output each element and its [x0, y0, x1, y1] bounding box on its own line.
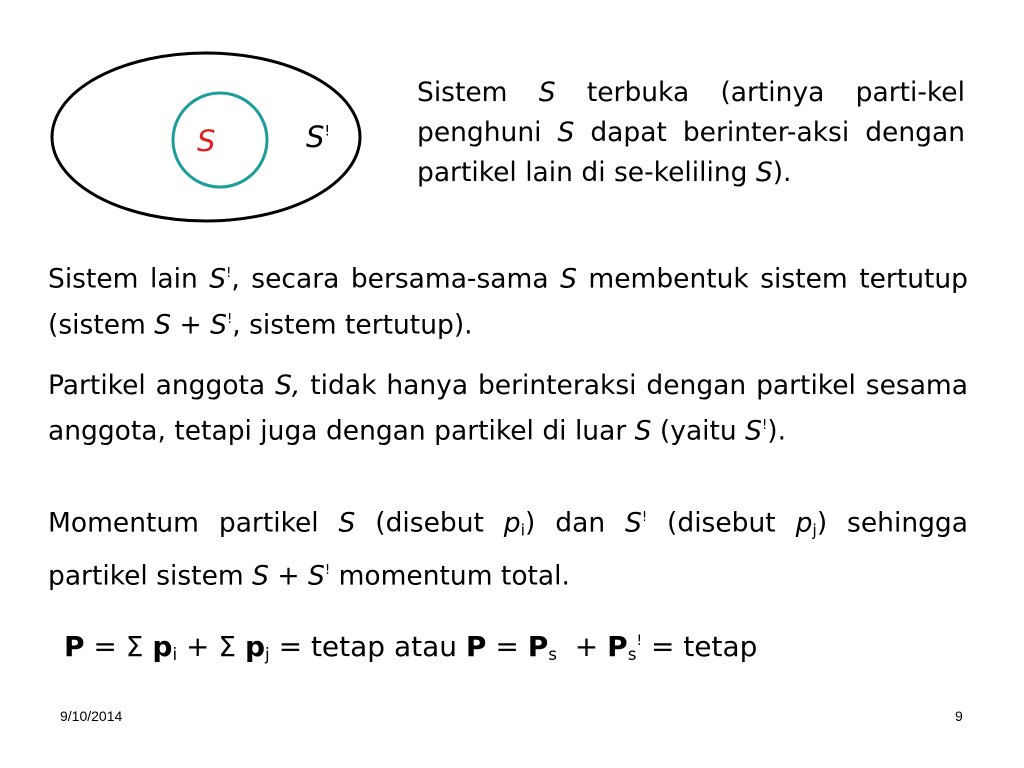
eq-text: = tetap atau: [269, 630, 466, 663]
symbol-s: S: [557, 117, 575, 148]
momentum-equation: [64, 630, 757, 664]
subscript: s: [627, 644, 637, 665]
symbol-p: p: [795, 507, 813, 539]
text: Partikel anggota: [48, 370, 276, 401]
inner-circle-s: [173, 93, 267, 187]
system-diagram: [0, 0, 400, 240]
text: Sistem: [417, 77, 539, 108]
subscript: j: [812, 520, 817, 540]
paragraph-closed-system: [48, 254, 968, 345]
symbol-p: p: [152, 630, 173, 663]
text: , secara bersama-sama: [231, 263, 561, 295]
symbol-s: S: [210, 309, 227, 341]
text: +: [268, 560, 308, 592]
paragraph-open-system: [417, 73, 965, 193]
text: ).: [772, 157, 792, 188]
prime-mark: !: [636, 632, 643, 649]
system-diagram-svg: [0, 0, 400, 240]
symbol-s: S: [338, 507, 356, 539]
symbol-s: S: [252, 560, 269, 592]
text: (disebut: [355, 507, 504, 539]
symbol-s: S: [209, 263, 227, 295]
text: +: [171, 309, 211, 341]
page-number: 9: [955, 708, 963, 724]
paragraph-interaction: [48, 366, 968, 452]
text: (yaitu: [651, 415, 746, 447]
eq-text: =: [486, 630, 528, 663]
eq-text: + Σ: [177, 630, 245, 663]
text: Momentum partikel: [48, 507, 339, 539]
symbol-p: p: [244, 630, 266, 663]
text: ).: [767, 415, 787, 447]
text: terbuka (artinya parti-kel penghuni: [417, 77, 965, 148]
text: dapat berinter-aksi dengan partikel lain di se-keliling: [417, 117, 965, 188]
symbol-s: S: [634, 415, 652, 447]
symbol-P: P: [465, 630, 487, 663]
symbol-s: S: [625, 507, 642, 539]
eq-text: = tetap: [642, 630, 758, 663]
text: membentuk sistem tertutup (sistem: [48, 263, 969, 341]
subscript: s: [548, 644, 557, 665]
prime-mark: !: [761, 418, 768, 433]
symbol-s: S: [154, 309, 172, 341]
text: ) dan: [525, 507, 626, 539]
paragraph-momentum: [48, 498, 968, 596]
eq-text: = Σ: [84, 630, 153, 663]
outer-label-sprime: [306, 120, 330, 154]
outer-label-letter: S: [306, 120, 325, 154]
eq-text: +: [556, 630, 608, 663]
prime-mark: !: [226, 311, 233, 327]
prime-mark: !: [226, 266, 232, 281]
prime-mark: !: [641, 510, 648, 525]
prime-mark: !: [324, 562, 331, 578]
subscript: j: [265, 644, 270, 665]
symbol-s: S: [308, 560, 325, 592]
outer-label-mark: !: [324, 123, 331, 140]
symbol-s: S,: [275, 370, 301, 401]
symbol-s: S: [560, 263, 577, 295]
footer-date: 9/10/2014: [60, 708, 123, 724]
text: (disebut: [647, 507, 796, 539]
symbol-P: P: [527, 630, 549, 663]
symbol-P: P: [64, 630, 85, 663]
symbol-s: S: [745, 415, 762, 447]
symbol-s: S: [538, 77, 556, 108]
symbol-s: S: [755, 157, 773, 188]
text: ) sehingga partikel sistem: [48, 507, 968, 592]
text: tidak hanya berinteraksi dengan partikel sesama anggota, tetapi juga dengan partikel di luar: [48, 370, 968, 447]
subscript: i: [172, 644, 178, 665]
symbol-P: P: [607, 630, 628, 663]
symbol-p: p: [503, 507, 521, 539]
text: , sistem tertutup).: [232, 309, 473, 341]
text: Sistem lain: [48, 263, 210, 295]
text: momentum total.: [330, 560, 570, 592]
subscript: i: [520, 520, 526, 540]
inner-label-s: S: [197, 124, 216, 158]
